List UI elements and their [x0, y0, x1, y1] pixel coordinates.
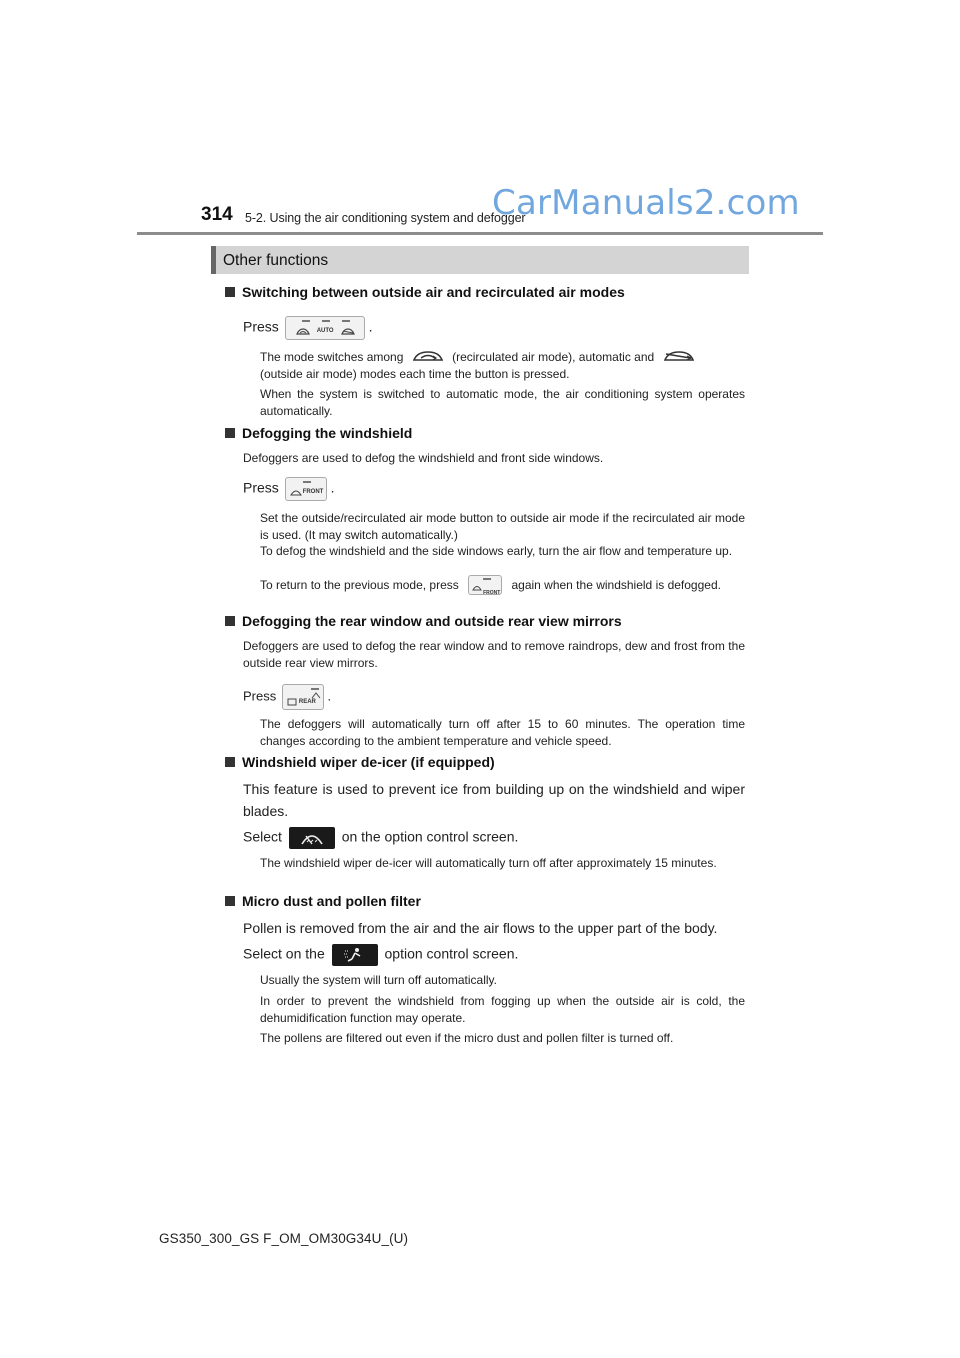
heading-text: Micro dust and pollen filter [242, 893, 421, 909]
auto-label: AUTO [316, 328, 334, 334]
section-title: Other functions [223, 252, 329, 269]
subsection-heading-pollen-filter [225, 893, 421, 909]
subsection-heading-defog-rear [225, 613, 622, 629]
mirror-icon [311, 692, 321, 699]
press-line-air-mode: Press AUTO . [243, 316, 372, 340]
note-air-mode-1: The mode switches among (recirculated air mode), automatic and (outside air mode) modes each time the button is pressed. [260, 348, 745, 382]
recirculated-air-icon [295, 327, 311, 337]
rear-defogger-button-icon [282, 684, 324, 710]
bullet-square-icon [225, 757, 235, 767]
front-defogger-button-icon [285, 477, 327, 501]
note-pollen-3: The pollens are filtered out even if the micro dust and pollen filter is turned off. [260, 1031, 674, 1045]
subsection-heading-defog-windshield [225, 425, 412, 441]
body-pollen-filter: Pollen is removed from the air and the air flows to the upper part of the body. [243, 920, 718, 936]
note-air-mode-2: When the system is switched to automatic mode, the air conditioning system operates automatically. [260, 387, 745, 418]
bullet-square-icon [225, 896, 235, 906]
windshield-icon [290, 487, 302, 497]
note-pollen-1: Usually the system will turn off automatically. [260, 973, 497, 987]
note-front-1: Set the outside/recirculated air mode button to outside air mode if the recirculated air mode is used. (It may switch automatically.) [260, 511, 745, 542]
press-label: Press [243, 318, 279, 335]
note-pollen-2: In order to prevent the windshield from fogging up when the outside air is cold, the dehumidification function may operate. [260, 994, 745, 1025]
heading-text: Defogging the windshield [242, 425, 413, 441]
heading-text: Defogging the rear window and outside rear view mirrors [242, 613, 622, 629]
select-label: Select [243, 828, 282, 845]
select-label: Select on the [243, 945, 325, 962]
subsection-heading-wiper-deicer [225, 754, 495, 770]
note-wiper-deicer: The windshield wiper de-icer will automatically turn off after approximately 15 minutes. [260, 856, 717, 870]
chapter-title: 5-2. Using the air conditioning system and defogger [245, 211, 526, 225]
bullet-square-icon [225, 287, 235, 297]
front-label: FRONT [302, 489, 324, 495]
desc-defog-rear: Defoggers are used to defog the rear window and to remove raindrops, dew and frost from the outside rear view mirrors. [243, 639, 745, 670]
body-wiper-deicer: This feature is used to prevent ice from building up on the windshield and wiper blades. [243, 781, 745, 819]
select-line-wiper-deicer: Select on the option control screen. [243, 827, 518, 849]
note-front-3: To return to the previous mode, press FRONT again when the windshield is defogged. [260, 575, 745, 595]
press-label: Press [243, 479, 279, 496]
front-defogger-button-icon: FRONT [468, 575, 502, 595]
desc-defog-windshield: Defoggers are used to defog the windshield and front side windows. [243, 451, 604, 465]
outside-air-mode-icon [662, 348, 696, 364]
subsection-heading-air-modes [225, 284, 625, 300]
watermark-top: CarManuals2.com [492, 183, 800, 223]
header-rule [137, 232, 823, 235]
outside-air-icon [340, 327, 356, 337]
wiper-deicer-icon [289, 827, 335, 849]
bullet-square-icon [225, 428, 235, 438]
document-code: GS350_300_GS F_OM_OM30G34U_(U) [159, 1231, 409, 1246]
note-front-2: To defog the windshield and the side windows early, turn the air flow and temperature up. [260, 544, 733, 558]
pollen-filter-icon [332, 944, 378, 966]
press-line-front: Press FRONT . [243, 477, 334, 501]
page-number: 314 [201, 204, 233, 225]
press-line-rear: Press REAR . [243, 684, 331, 710]
air-mode-button-icon [285, 316, 365, 340]
heading-text: Switching between outside air and recirculated air modes [242, 284, 625, 300]
press-label: Press [243, 688, 277, 704]
note-rear: The defoggers will automatically turn off after 15 to 60 minutes. The operation time changes according to the ambient temperature and vehicle speed. [260, 717, 745, 748]
rear-window-icon [287, 698, 297, 706]
bullet-square-icon [225, 616, 235, 626]
select-line-pollen-filter: Select on the option control screen. [243, 944, 518, 966]
rear-label: REAR [298, 699, 316, 705]
heading-text: Windshield wiper de-icer (if equipped) [242, 754, 495, 770]
recirculated-air-mode-icon [411, 348, 445, 364]
